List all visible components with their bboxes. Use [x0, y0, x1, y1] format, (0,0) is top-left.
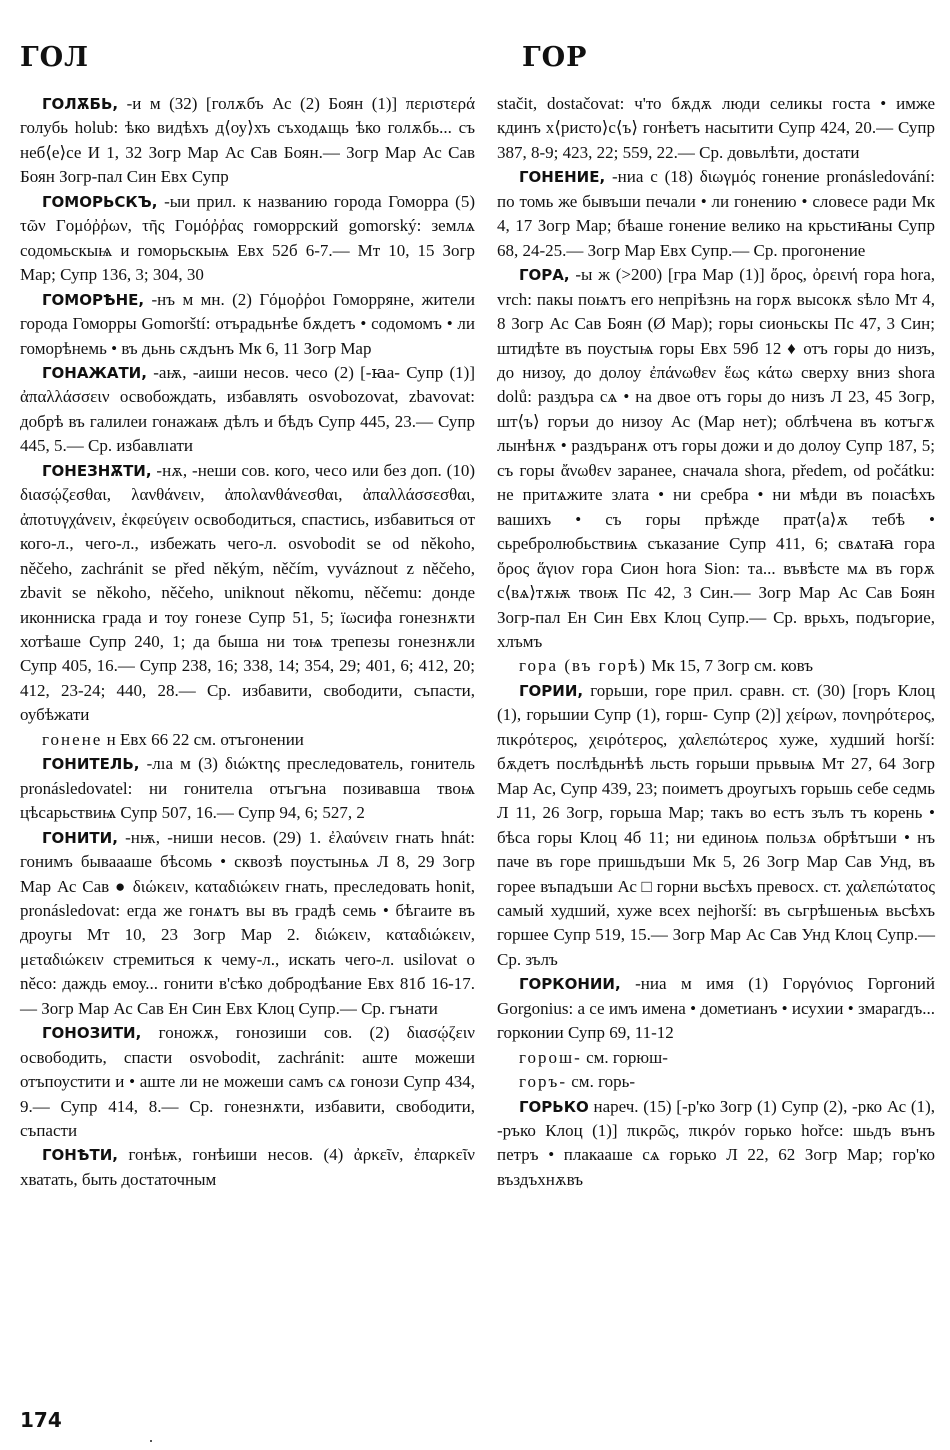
dictionary-entry	[497, 1095, 935, 1193]
cross-reference-entry	[497, 654, 935, 678]
entry-body: горьши, горе прил. сравн. ст. (30) [горъ Клоц (1), горьшии Супр (1), горш- Супр (2)] χείρων, πονηρότερος, πικρότερος, χειρότερος, χαλεπώτερος хуже, худший horší: бѫдетъ послѣдьнѣѣ льсть горьши прьвыѩ Мт 27, 64 Зогр Мар Ас, Супр 439, 23; поиметъ дроугыхъ горьшь себе седмь Л 11, 26 Зогр, горьша Мар; такъ во естъ зълъ тъ корень • бѣса горы Клоц 4б 11; ни единоѩ пользѧ обрѣтъши • нъ паче въ горе пришьдъши Мк 5, 26 Зогр Мар Сав Унд, въ горее въпадъши Ас □ горни вьсѣхъ превосх. ст. χαλεπώτατος самый худший, хуже всех nejhorší: въ сьгрѣшеньѩ вьсѣхъ горшее Супр 519, 15.— Зогр Мар Ас Сав Унд Клоц Супр.— Ср. зълъ	[497, 680, 935, 969]
dictionary-entry	[20, 92, 475, 190]
dictionary-entry	[20, 752, 475, 825]
left-column	[20, 92, 475, 1192]
entry-body: stačit, dostačovat: ч'то бѫдѫ люди селикы госта • имже кдинъ х⟨ристо⟩с⟨ъ⟩ гонѣетъ насытити Супр 424, 20.— Супр 387, 8-9; 423, 22; 559, 22.— Ср. довьлѣти, достати	[497, 94, 935, 162]
entry-body: -аѭ, -аиши несов. чесо (2) [-ꙗа- Супр (1)] ἀπαλλάσσειν освобождать, избавлять osvobozovat, zbavovat: добрѣ въ галилеи гонажаѭ дѣлъ и бѣдъ Супр 445, 23.— Супр 445, 5.— Ср. избавлıати	[20, 362, 475, 456]
cross-reference-entry	[497, 1070, 935, 1094]
dictionary-entry	[20, 459, 475, 728]
entry-headword: ГОМОРЬСКЪ,	[42, 192, 158, 211]
entry-headword: ГОЛѪБЬ,	[42, 95, 119, 113]
entry-body: -нѫ, -неши сов. кого, чесо или без доп. (10) διασῴζεσθαι, λανθάνειν, ἀπολανθάνεσθαι, ἀπαλλάσσεσθαι, ἀποτυγχάνειν, ἐκφεύγειν освободиться, спастись, избавиться от кого-л., чего-л., избежать чего-л. osvobodit se od někoho, něčeho, zachránit se před někým, něčím, vyváznout z něčeho, zbavit se někoho, něčeho, uniknout někomu, něčemu: донде иконниска града и тоу гонезе Супр 51, 5; їωсифа гонезнѫти хотѣаше Супр 240, 1; да быша ни тоѩ трепезы гонезнѫли Супр 405, 16.— Супр 238, 16; 338, 14; 354, 29; 401, 6; 412, 20; 412, 23-24; 440, 28.— Ср. избавити, свободити, съпасти, оубѣжати	[20, 460, 475, 725]
entry-headword: ГОМОРѢНЕ,	[42, 290, 145, 309]
dictionary-entry	[20, 361, 475, 459]
cross-reference-entry	[20, 728, 475, 752]
entry-headword: горъ-	[519, 1072, 568, 1092]
entry-body: -и м (32) [голѫбъ Ас (2) Боян (1)] περιστερά голубь holub: ѣко видѣхъ д⟨оу⟩хъ съходѧщь ѣко голѫбь... съ неб⟨е⟩се И 1, 32 Зогр Мар Ас Сав Боян.— Зогр Мар Ас Сав Боян Зогр-пал Син Евх Супр	[20, 94, 475, 187]
entry-headword: ГОНОЗИТИ,	[42, 1024, 142, 1043]
entry-body: н Евх 66 22 см. отъгонении	[102, 729, 304, 749]
entry-headword: гонене	[42, 729, 103, 749]
print-speck	[150, 1440, 152, 1442]
entry-headword: ГОНѢТИ,	[42, 1146, 118, 1165]
right-column	[497, 92, 935, 1192]
entry-headword: ГОНАЖАТИ,	[42, 363, 147, 382]
entry-body: -ыи прил. к названию города Гоморра (5) τῶν Γομόῤῥων, τῆς Γομόῤῥας гоморрский gomorský: землѧ содомьскыѩ и гоморьскыѩ Евх 52б 6-7.— Мт 10, 15 Зогр Мар; Супр 136, 3; 304, 30	[20, 191, 475, 285]
dictionary-entry	[497, 165, 935, 263]
page-number: 174	[20, 1408, 62, 1432]
dictionary-entry	[20, 190, 475, 288]
entry-headword: гора (въ горѣ)	[519, 656, 648, 676]
dictionary-entry	[20, 288, 475, 361]
entry-headword: горош-	[519, 1047, 582, 1067]
entry-body: нареч. (15) [-р'ко Зогр (1) Супр (2), -рко Ас (1), -ръко Клоц (1)] πικρῶς, πικρόν горько hořce: шьдъ вънъ петръ • плакааше сѧ горько Л 22, 62 Зогр Мар; гор'ко въздъхнѫвъ	[497, 1096, 935, 1189]
entry-body: гонѣѭ, гонѣиши несов. (4) ἀρκεῖν, ἐπαρκεῖν хватать, быть достаточным	[20, 1145, 475, 1189]
entry-body: -лıа м (3) διώκτης преследователь, гонитель pronásledovatel: ни гонителıа отъгъна позивавша твоѩ цѣсарьствиѩ Супр 507, 16.— Супр 94, 6; 527, 2	[20, 754, 475, 823]
entry-headword: ГОНЕНИЕ,	[519, 168, 606, 187]
entry-headword: ГОНЕЗНѪТИ,	[42, 461, 152, 480]
dictionary-entry	[497, 92, 935, 165]
entry-headword: ГОРИИ,	[519, 681, 584, 700]
entry-body: -ы ж (>200) [гра Мар (1)] ὄρος, ὀρεινή гора hora, vrch: пакы поѩтъ его непрiѣзнь на горѫ высокѫ ѕѣло Мт 4, 8 Зогр Ас Сав Боян (Ø Мар); горы сионьскы Пс 47, 3 Син; штидѣте въ поустыѩ горы Евх 59б 12 ♦ отъ горы до низъ, до низоу, до долоу ἐπάνωθεν ἕως κάτω сверху вниз shora dolů: раздъра сѧ • на двое отъ горы до низъ Л 23, 45 Зогр, шт⟨ъ⟩ горъи до низоу Ас (Мар нет); облѣчена въ котъгѫ лынѣнѫ • раздъранѫ отъ горы дожи и до долоу Супр 187, 5; съ горы ἄνωθεν заранее, сначала shora, předem, od počátku: не притѧжите злата • ни сребра • ни мѣди въ поıасѣхъ вашихъ • съ горы прѣжде прат⟨а⟩ѫ тебѣ • сьребролюбьствиѩ съказание Супр 411, 6; свѧтаꙗ гора ὄρος ἅγιον гора Сион hora Sion: та... въвѣсте мѧ въ горѫ с⟨вѧ⟩тѫѭ твоѭ Пс 42, 3 Син.— Зогр Мар Ас Сав Боян Зогр-пал Ен Син Евх Клоц Супр.— Ср. врьхъ, подъгорие, хлъмъ	[497, 265, 935, 651]
dictionary-entry	[497, 679, 935, 972]
entry-headword: ГОНИТЕЛЬ,	[42, 755, 140, 774]
entry-body: см. горюш-	[581, 1047, 668, 1067]
running-header-left: ГОЛ	[20, 42, 90, 73]
dictionary-entry	[497, 972, 935, 1045]
dictionary-entry	[497, 263, 935, 654]
cross-reference-entry	[497, 1046, 935, 1070]
entry-headword: ГОНИТИ,	[42, 828, 118, 847]
entry-body: -нѭ, -ниши несов. (29) 1. ἐλαύνειν гнать hnát: гонимъ бываааше бѣсомь • сквозѣ поустыньѧ Л 8, 29 Зогр Мар Ас Сав ● διώκειν, καταδιώκειν гнать, преследовать honit, pronásledovat: егда же гонѧтъ вы въ градѣ семь • бѣгаите въ дроугы Мт 10, 23 Зогр Мар 2. διώκειν, καταδιώκειν, μεταδιώκειν стремиться к чему-л., искать чего-л. usilovat o něco: даждь емоу... гонити в'сѣко добродѣание Евх 81б 16-17.— Зогр Мар Ас Сав Ен Син Евх Клоц Супр.— Ср. гънати	[20, 827, 475, 1018]
running-header-right: ГОР	[522, 42, 588, 73]
entry-headword: ГОРКОНИИ,	[519, 975, 621, 994]
entry-headword: ГОРЬКО	[519, 1097, 589, 1116]
entry-body: гоножѫ, гонозиши сов. (2) διασῴζειν освободить, спасти osvobodit, zachránit: аште можеши отъпоустити и • аште ли не можеши самъ сѧ гонози Супр 434, 9.— Супр 414, 8.— Ср. гонезнѫти, избавити, свободити, съпасти	[20, 1023, 475, 1141]
entry-body: см. горь-	[567, 1072, 636, 1092]
entry-body: -ниа с (18) διωγμός гонение pronásledování: по томь же бывъши печали • ли гонению • словесе ради Мк 4, 17 Зогр Мар; бѣаше гонение велико на крьстиꙗны Супр 68, 24-25.— Зогр Мар Евх Супр.— Ср. прогонение	[497, 167, 935, 260]
dictionary-entry	[20, 826, 475, 1022]
entry-headword: ГОРА,	[519, 266, 570, 285]
dictionary-entry	[20, 1143, 475, 1192]
entry-body: Мк 15, 7 Зогр см. ковъ	[647, 656, 814, 676]
dictionary-entry	[20, 1021, 475, 1143]
entry-body: -ниа м имя (1) Γοργόνιος Горгоний Gorgonius: а се имъ имена • дометианъ • исухии • змарагдъ... горконии Супр 69, 11-12	[497, 974, 935, 1043]
entry-body: -нъ м мн. (2) Γόμοῤῥοι Гоморряне, жители города Гоморры Gomorští: отърадьнѣе бѫдетъ • содомомъ • ли гоморѣнемь • въ дьнь сѫдънъ Мк 6, 11 Зогр Мар	[20, 289, 475, 358]
